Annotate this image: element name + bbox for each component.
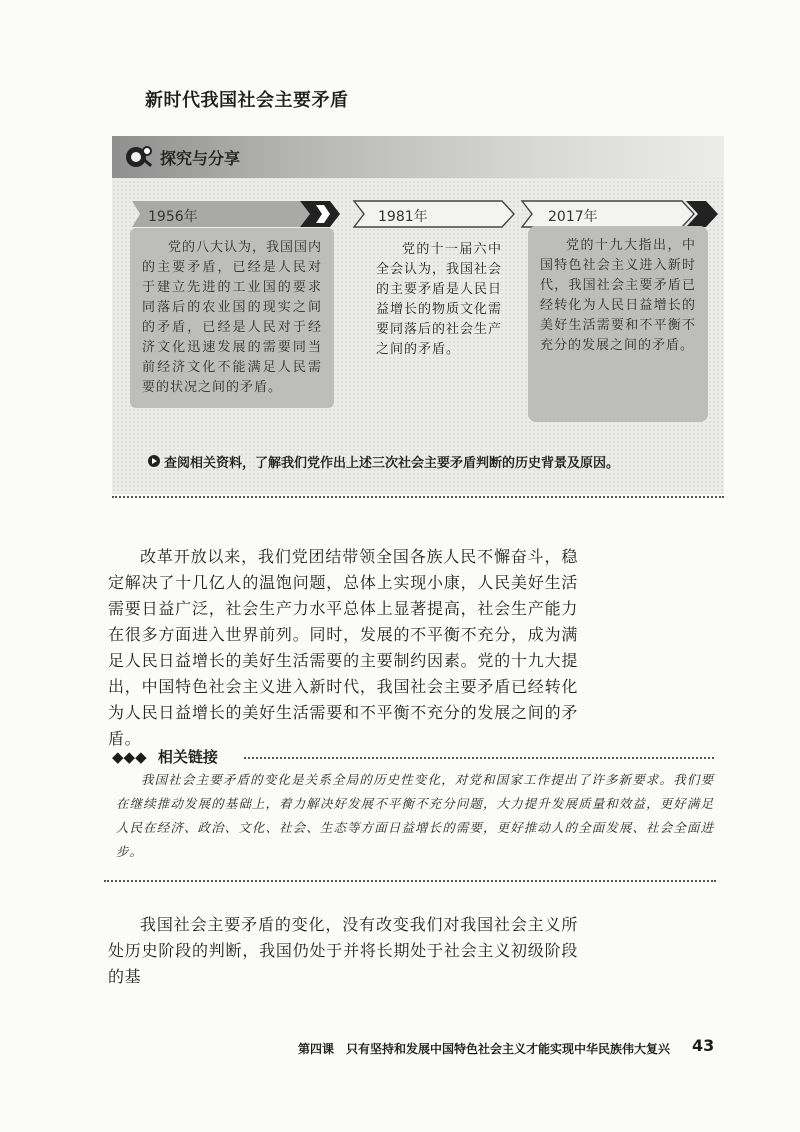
magnifier-figure-icon — [124, 143, 154, 171]
body-paragraph-1 — [108, 544, 578, 752]
dotted-divider — [112, 496, 724, 498]
explore-prompt: 查阅相关资料，了解我们党作出上述三次社会主要矛盾判断的历史背景及原因。 — [164, 456, 620, 471]
card-2017 — [528, 226, 708, 422]
card-2017-text: 党的十九大指出，中国特色社会主义进入新时代，我国社会主要矛盾已经转化为人民日益增长的美好生活需要和不平衡不充分的发展之间的矛盾。 — [540, 238, 696, 353]
related-header-dots — [244, 757, 714, 759]
year-label-2017: 2017年 — [548, 209, 598, 225]
related-link-body — [116, 768, 714, 864]
card-1956-text: 党的八大认为，我国国内的主要矛盾，已经是人民对于建立先进的工业国的要求同落后的农业国的现实之间的矛盾，已经是人民对于经济文化迅速发展的需要同当前经济文化不能满足人民需要的状况之间的矛盾。 — [142, 240, 323, 395]
card-1956 — [130, 228, 334, 408]
body-paragraph-2 — [108, 912, 578, 990]
year-label-1956: 1956年 — [148, 209, 198, 225]
year-label-1981: 1981年 — [378, 209, 428, 225]
explore-share-title: 探究与分享 — [160, 149, 241, 168]
body-paragraph-1-text: 改革开放以来，我们党团结带领全国各族人民不懈奋斗，稳定解决了十几亿人的温饱问题，总体上实现小康，人民美好生活需要日益广泛，社会生产力水平总体上显著提高，社会生产能力在很多方面进入世界前列。同时，发展的不平衡不充分，成为满足人民日益增长的美好生活需要的主要制约因素。党的十九大提出，中国特色社会主义进入新时代，我国社会主要矛盾已经转化为人民日益增长的美好生活需要和不平衡不充分的发展之间的矛盾。 — [108, 547, 578, 748]
footer-lesson-title: 第四课 只有坚持和发展中国特色社会主义才能实现中华民族伟大复兴 — [298, 1042, 671, 1056]
section-title: 新时代我国社会主要矛盾 — [145, 90, 349, 111]
card-1981 — [362, 236, 502, 414]
related-link-text: 我国社会主要矛盾的变化是关系全局的历史性变化，对党和国家工作提出了许多新要求。我们要在继续推动发展的基础上，着力解决好发展不平衡不充分问题，大力提升发展质量和效益，更好满足人民在经济、政治、文化、社会、生态等方面日益增长的需要，更好推动人的全面发展、社会全面进步。 — [116, 772, 714, 859]
body-paragraph-2-text: 我国社会主要矛盾的变化，没有改变我们对我国社会主义所处历史阶段的判断，我国仍处于并将长期处于社会主义初级阶段的基 — [108, 915, 578, 986]
page-number: 43 — [692, 1036, 715, 1055]
diamond-bullets-icon: ◆◆◆ — [112, 748, 147, 766]
dotted-divider-2 — [104, 880, 716, 882]
related-link-title: 相关链接 — [157, 748, 218, 766]
card-1981-text: 党的十一届六中全会认为，我国社会的主要矛盾是人民日益增长的物质文化需要同落后的社会生产之间的矛盾。 — [376, 242, 503, 357]
related-link-header — [112, 746, 218, 767]
play-bullet-icon — [148, 455, 160, 467]
